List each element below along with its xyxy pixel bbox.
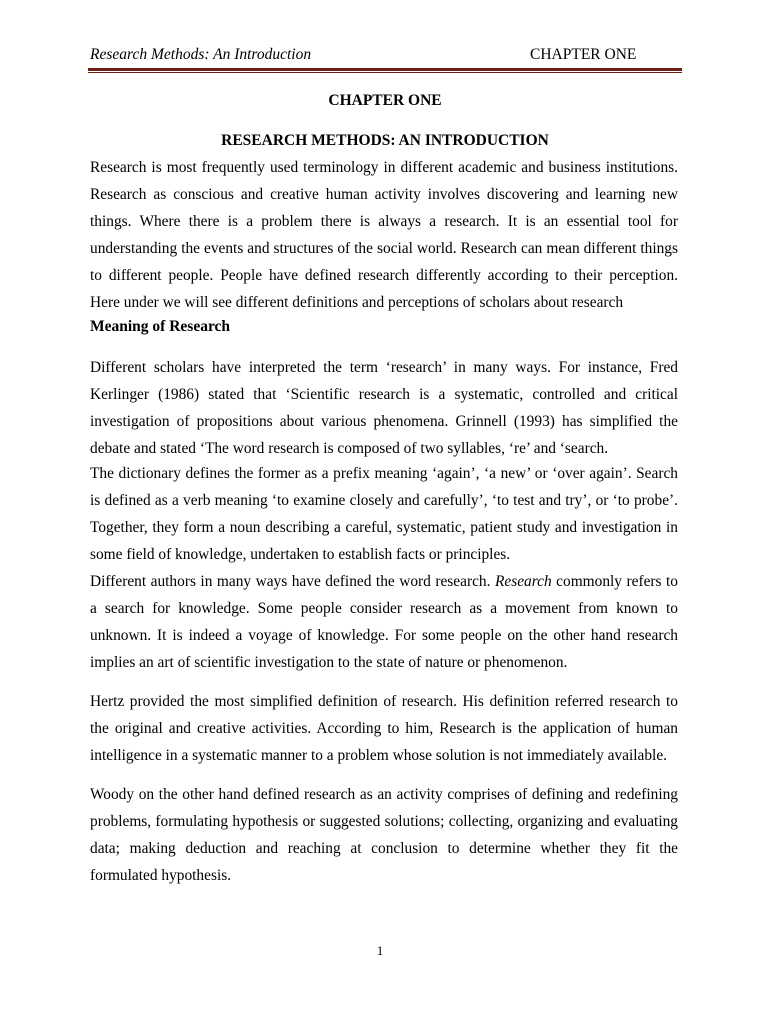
woody-paragraph: Woody on the other hand defined research as an activity comprises of defining and redefining problems, formulating hypothesis or suggested solutions; collecting, organizing and evaluating data; making deduction and reaching at conclusion to determine whether they fit the formulated hypothesis. (90, 786, 678, 884)
intro-paragraph: Research is most frequently used terminology in different academic and business institutions. Research as conscious and creative human activity involves discovering and learning new things. Where there is a problem there is always a research. It is an essential tool for understanding the events and structures of the social world. Research can mean different things to different people. People have defined research differently according to their perception. Here under we will see different definitions and perceptions of scholars about research (90, 159, 678, 311)
header-rule-thick (88, 68, 682, 71)
header-rule-thin (88, 72, 682, 73)
authors-paragraph (90, 568, 678, 676)
authors-text-start: Different authors in many ways have defined the word research. (90, 573, 495, 590)
running-header-title: Research Methods: An Introduction (90, 46, 312, 63)
running-header (90, 46, 680, 68)
authors-italic-term: Research (494, 573, 552, 590)
hertz-paragraph: Hertz provided the most simplified definition of research. His definition referred research to the original and creative activities. According to him, Research is the application of human intelligence in a systematic manner to a problem whose solution is not immediately available. (90, 693, 678, 764)
section-heading-meaning: Meaning of Research (90, 318, 231, 335)
chapter-label: CHAPTER ONE (328, 92, 442, 109)
kerlinger-paragraph: Different scholars have interpreted the term ‘research’ in many ways. For instance, Fred Kerlinger (1986) stated that ‘Scientific research is a systematic, controlled and critical investigation of propositions about various phenomena. Grinnell (1993) has simplified the debate and stated ‘The word research is composed of two syllables, ‘re’ and ‘search. (90, 359, 678, 457)
page-number: 1 (376, 943, 384, 958)
authors-text-end: commonly refers to a search for knowledge. Some people consider research as a movement from known to unknown. It is indeed a voyage of knowledge. For some people on the other hand research implies an art of scientific investigation to the state of nature or phenomenon. (90, 573, 678, 671)
chapter-title: RESEARCH METHODS: AN INTRODUCTION (221, 132, 549, 149)
dictionary-paragraph: The dictionary defines the former as a prefix meaning ‘again’, ‘a new’ or ‘over again’. Search is defined as a verb meaning ‘to examine closely and carefully’, ‘to test and try’, or ‘to probe’. Together, they form a noun describing a careful, systematic, patient study and investigation in some field of knowledge, undertaken to establish facts or principles. (90, 465, 678, 563)
running-header-chapter: CHAPTER ONE (530, 46, 637, 63)
